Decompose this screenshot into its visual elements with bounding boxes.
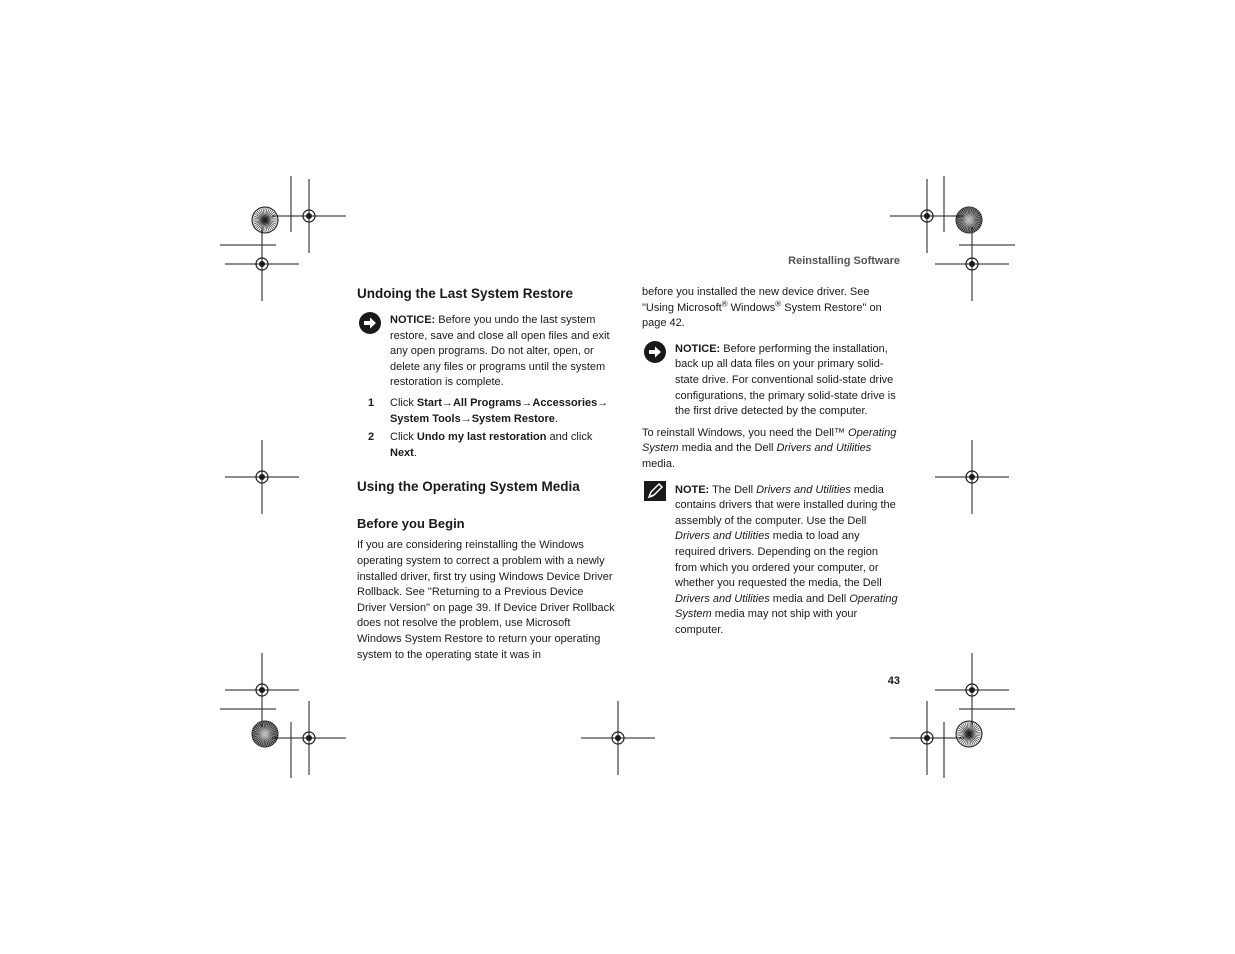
running-head: Reinstalling Software bbox=[788, 255, 900, 267]
menu-all-programs: All Programs bbox=[452, 396, 522, 409]
text: To reinstall Windows, you need the Dell™ bbox=[642, 426, 849, 439]
step-text: Click bbox=[390, 396, 417, 409]
paragraph-continued bbox=[642, 285, 902, 332]
period: . bbox=[554, 412, 558, 425]
notice-arrow-icon bbox=[359, 312, 381, 334]
text-italic: Drivers and Utilities bbox=[756, 483, 851, 496]
notice-label: NOTICE: bbox=[675, 342, 721, 355]
step-text: Click bbox=[390, 431, 417, 444]
heading-os-media: Using the Operating System Media bbox=[357, 479, 580, 495]
menu-system-restore: System Restore bbox=[471, 412, 555, 425]
option-undo-restoration: Undo my last restoration bbox=[416, 431, 547, 444]
left-column bbox=[357, 285, 615, 663]
notice-label: NOTICE: bbox=[390, 314, 436, 326]
notice-text: Before you undo the last system restore, save and close all open files and exit any open programs. Do not alter, open, or delete any files or programs until the system restoration is complete. bbox=[390, 314, 610, 389]
step-1 bbox=[357, 396, 615, 427]
text: before you installed the new device driver. See "Using Microsoft bbox=[642, 286, 870, 314]
menu-system-tools: System Tools bbox=[390, 412, 461, 425]
period: . bbox=[413, 446, 417, 459]
notice-installation bbox=[642, 342, 902, 420]
text: media to load any required drivers. Depending on the region from which you ordered your computer, or whether you requested the media, the Dell bbox=[675, 530, 882, 590]
text-italic: Operating System bbox=[642, 426, 897, 455]
text: media may not ship with your computer. bbox=[675, 608, 858, 636]
page-number: 43 bbox=[887, 675, 900, 687]
text-italic: Operating System bbox=[675, 592, 898, 621]
right-column bbox=[642, 285, 902, 638]
step-2 bbox=[357, 430, 615, 461]
text: Windows bbox=[727, 301, 776, 314]
heading-before-you-begin: Before you Begin bbox=[357, 516, 465, 532]
text: media and Dell bbox=[769, 592, 850, 605]
step-number: 1 bbox=[368, 396, 375, 409]
arrow: → bbox=[441, 396, 453, 409]
text: media and the Dell bbox=[678, 442, 777, 455]
notice-text: Before performing the installation, back up all data files on your primary solid-state drive. For conventional solid-state drive configurations, the primary solid-state drive is the first drive detected by the computer. bbox=[675, 342, 896, 418]
pencil-note-icon bbox=[644, 481, 666, 503]
text: The Dell bbox=[709, 483, 757, 496]
menu-start: Start bbox=[416, 396, 442, 409]
note-label: NOTE: bbox=[675, 483, 710, 496]
arrow: → bbox=[521, 396, 533, 409]
note-drivers bbox=[642, 483, 902, 639]
registered-mark: ® bbox=[775, 298, 782, 308]
text: media contains drivers that were installed during the assembly of the computer. Use the Dell bbox=[675, 483, 896, 527]
text: media. bbox=[642, 457, 676, 470]
step-number: 2 bbox=[368, 431, 375, 444]
notice-undo bbox=[357, 313, 615, 391]
paragraph-before-you-begin: If you are considering reinstalling the Windows operating system to correct a problem with a newly installed driver, first try using Windows Device Driver Rollback. See "Returning to a Previous Device Driver Version" on page 39. If Device Driver Rollback does not resolve the problem, use Microsoft Windows System Restore to return your operating system to the operating state it was in bbox=[357, 539, 615, 661]
registered-mark: ® bbox=[721, 298, 728, 308]
paragraph-reinstall bbox=[642, 426, 902, 473]
text-italic: Drivers and Utilities bbox=[675, 592, 770, 605]
text-italic: Drivers and Utilities bbox=[675, 530, 770, 543]
arrow: → bbox=[460, 412, 472, 425]
menu-accessories: Accessories bbox=[532, 396, 598, 409]
text-italic: Drivers and Utilities bbox=[776, 442, 872, 455]
arrow: → bbox=[597, 396, 609, 409]
heading-undo-restore: Undoing the Last System Restore bbox=[357, 286, 574, 301]
button-next: Next bbox=[390, 446, 414, 459]
text: System Restore" on page 42. bbox=[642, 301, 882, 330]
step-text: and click bbox=[546, 431, 593, 444]
notice-arrow-icon bbox=[644, 341, 666, 363]
